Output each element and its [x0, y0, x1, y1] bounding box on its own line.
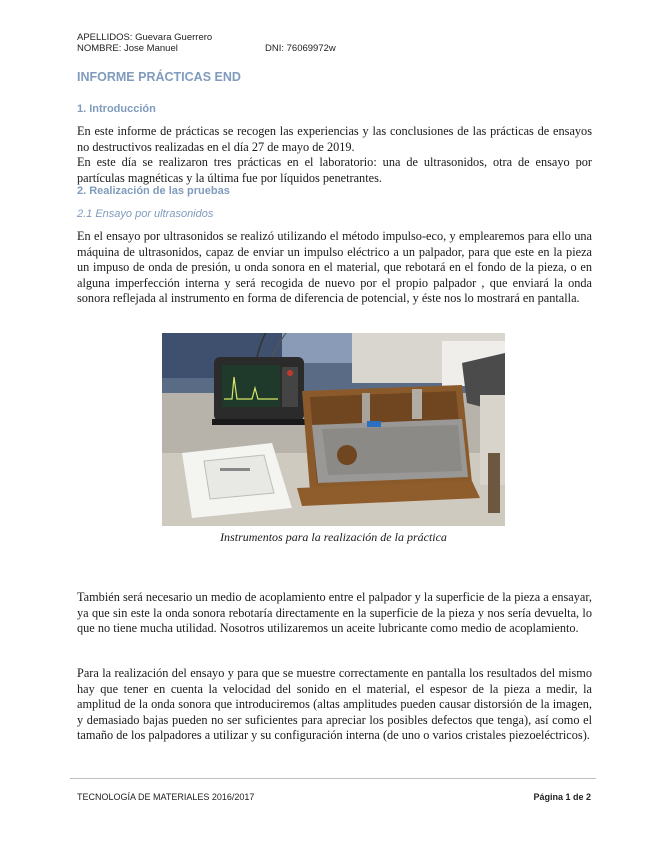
- figure-caption: Instrumentos para la realización de la práctica: [220, 530, 447, 544]
- heading-realizacion: 2. Realización de las pruebas: [77, 185, 230, 197]
- heading-introduccion: 1. Introducción: [77, 103, 156, 115]
- paragraph-ensayo: Para la realización del ensayo y para que se muestre correctamente en pantalla los resultados del mismo hay que tener en cuenta la velocidad del sonido en el material, el espesor de la pieza a medir, la amplitud de la onda sonora que introduciremos (altas amplitudes pueden causar distorsión de la imagen, y demasiado bajas pueden no ser suficientes para apreciar los posibles defectos que tenga), así como el tamaño de los palpadores a utilizar y su configuración interna (de uno o varios cristales piezoeléctricos).: [77, 666, 592, 743]
- header-nombre: NOMBRE: Jose Manuel: [77, 43, 178, 54]
- document-title: INFORME PRÁCTICAS END: [77, 70, 241, 84]
- paragraph-intro-2: En este día se realizaron tres prácticas en el laboratorio: una de ultrasonidos, otra de ensayo por partículas magnéticas y la última fue por líquidos penetrantes.: [77, 155, 592, 185]
- paragraph-ultrasonidos: En el ensayo por ultrasonidos se realizó utilizando el método impulso-eco, y emplearemos para ello una máquina de ultrasonidos, capaz de enviar un impulso eléctrico a un palpador, para que este en la pieza un impuso de onda de presión, u onda sonora en el material, que rebotará en el fondo de la pieza, o en alguna imperfección interna y será recogida de nuevo por el propio palpador , que enviará la onda sonora reflejada al instrumento en forma de diferencia de potencial, y éste nos lo mostrará en pantalla.: [77, 229, 592, 306]
- footer-divider: [70, 778, 596, 779]
- header-dni: DNI: 76069972w: [265, 43, 336, 54]
- figure-instrumentos-photo: [162, 333, 505, 526]
- footer-course: TECNOLOGÍA DE MATERIALES 2016/2017: [77, 792, 255, 802]
- footer-page-number: Página 1 de 2: [533, 792, 591, 802]
- paragraph-acoplamiento: También será necesario un medio de acoplamiento entre el palpador y la superficie de la pieza a ensayar, ya que sin este la onda sonora rebotaría directamente en la superficie de la pieza y nos sería devuelta, lo que no tiene mucha utilidad. Nosotros utilizaremos un aceite lubricante como medio de acoplamiento.: [77, 590, 592, 636]
- heading-ultrasonidos: 2.1 Ensayo por ultrasonidos: [77, 208, 214, 220]
- paragraph-intro-1: En este informe de prácticas se recogen las experiencias y las conclusiones de las prácticas de ensayos no destructivos realizadas en el día 27 de mayo de 2019.: [77, 124, 592, 154]
- header-apellidos: APELLIDOS: Guevara Guerrero: [77, 32, 213, 43]
